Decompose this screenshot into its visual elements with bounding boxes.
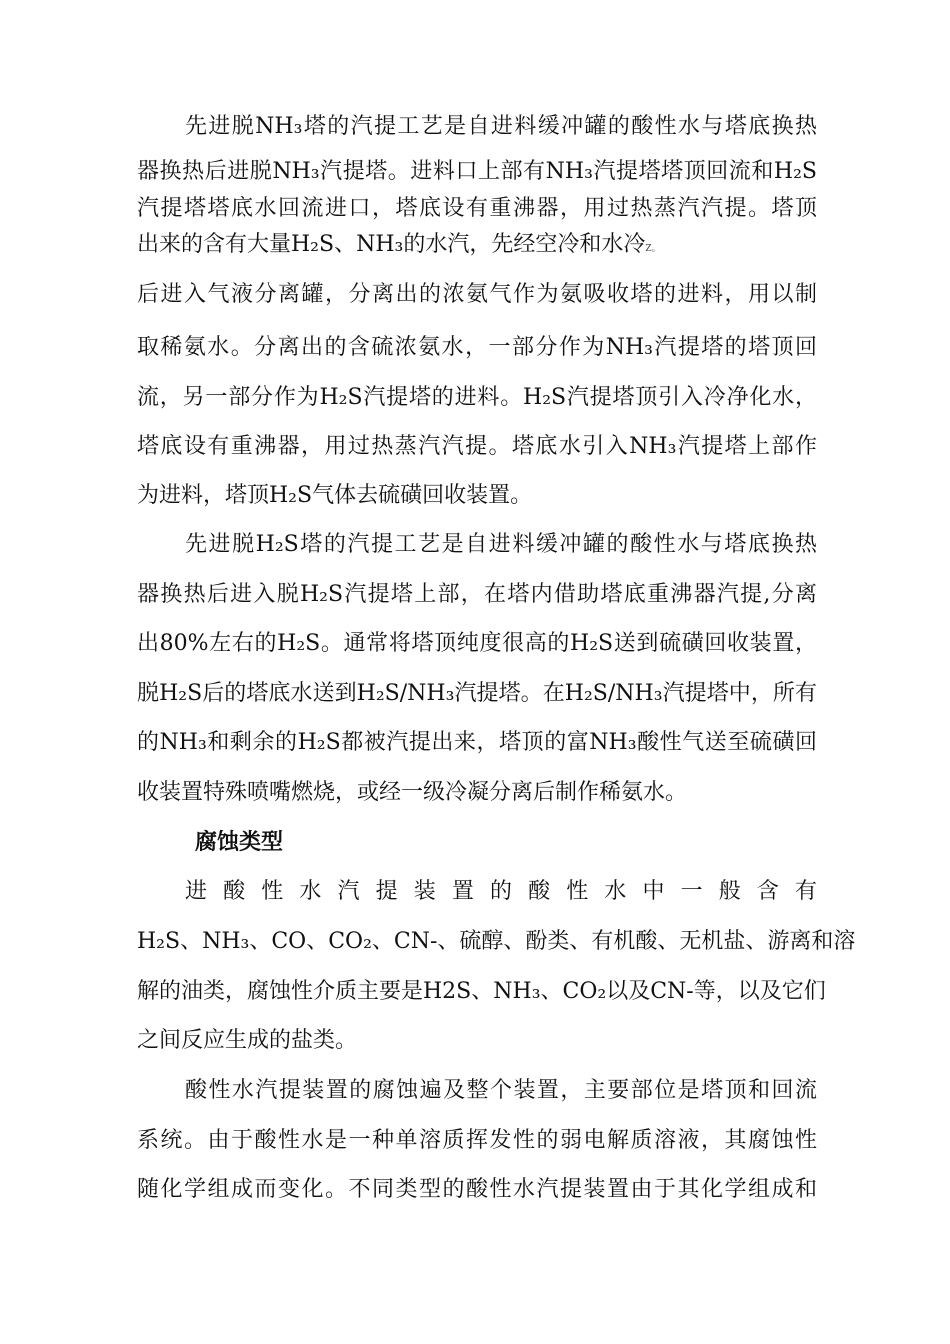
paragraph-1-line-2: 器换热后进脱NH₃汽提塔。进料口上部有NH₃汽提塔塔顶回流和H₂S — [137, 159, 817, 184]
paragraph-4-line-1: 酸性水汽提装置的腐蚀遍及整个装置，主要部位是塔顶和回流 — [185, 1078, 817, 1103]
paragraph-1-line-4-text: 出来的含有大量H₂S、NH₃的水汽，先经空冷和水冷 — [137, 232, 646, 257]
paragraph-3-line-4: 之间反应生成的盐类。 — [137, 1028, 358, 1053]
paragraph-1-line-6: 取稀氨水。分离出的含硫浓氨水，一部分作为NH₃汽提塔的塔顶回 — [137, 335, 817, 360]
paragraph-2-line-1: 先进脱H₂S塔的汽提工艺是自进料缓冲罐的酸性水与塔底换热 — [185, 532, 817, 557]
paragraph-2-line-5: 的NH₃和剩余的H₂S都被汽提出来，塔顶的富NH₃酸性气送至硫磺回 — [137, 730, 817, 755]
paragraph-1-line-9: 为进料，塔顶H₂S气体去硫磺回收装置。 — [137, 483, 533, 508]
paragraph-2-line-2: 器换热后进入脱H₂S汽提塔上部，在塔内借助塔底重沸器汽提,分离 — [137, 582, 817, 607]
paragraph-2-line-6: 收装置特殊喷嘴燃烧，或经一级冷凝分离后制作稀氨水。 — [137, 780, 688, 805]
paragraph-2-line-3: 出80%左右的H₂S。通常将塔顶纯度很高的H₂S送到硫磺回收装置， — [137, 631, 817, 656]
paragraph-1-line-7: 流，另一部分作为H₂S汽提塔的进料。H₂S汽提塔顶引入冷净化水， — [137, 385, 817, 410]
section-heading: 腐蚀类型 — [195, 830, 284, 855]
stray-mark: Z。 — [645, 244, 661, 254]
paragraph-1-line-5: 后进入气液分离罐，分离出的浓氨气作为氨吸收塔的进料，用以制 — [137, 282, 817, 307]
paragraph-1-line-1: 先进脱NH₃塔的汽提工艺是自进料缓冲罐的酸性水与塔底换热 — [185, 114, 817, 139]
paragraph-2-line-4: 脱H₂S后的塔底水送到H₂S/NH₃汽提塔。在H₂S/NH₃汽提塔中，所有 — [137, 681, 817, 706]
paragraph-1-line-4 — [137, 230, 661, 264]
paragraph-3-line-1: 进酸性水汽提装置的酸性水中一般含有 — [185, 879, 817, 904]
paragraph-4-line-3: 随化学组成而变化。不同类型的酸性水汽提装置由于其化学组成和 — [137, 1177, 817, 1202]
paragraph-3-line-2: H₂S、NH₃、CO、CO₂、CN-、硫醇、酚类、有机酸、无机盐、游离和溶 — [137, 929, 856, 954]
paragraph-4-line-2: 系统。由于酸性水是一种单溶质挥发性的弱电解质溶液，其腐蚀性 — [137, 1128, 817, 1153]
paragraph-3-line-3: 解的油类，腐蚀性介质主要是H2S、NH₃、CO₂以及CN-等，以及它们 — [137, 979, 826, 1004]
paragraph-1-line-8: 塔底设有重沸器，用过热蒸汽汽提。塔底水引入NH₃汽提塔上部作 — [137, 434, 817, 459]
paragraph-1-line-3: 汽提塔塔底水回流进口，塔底设有重沸器，用过热蒸汽汽提。塔顶 — [137, 196, 817, 221]
